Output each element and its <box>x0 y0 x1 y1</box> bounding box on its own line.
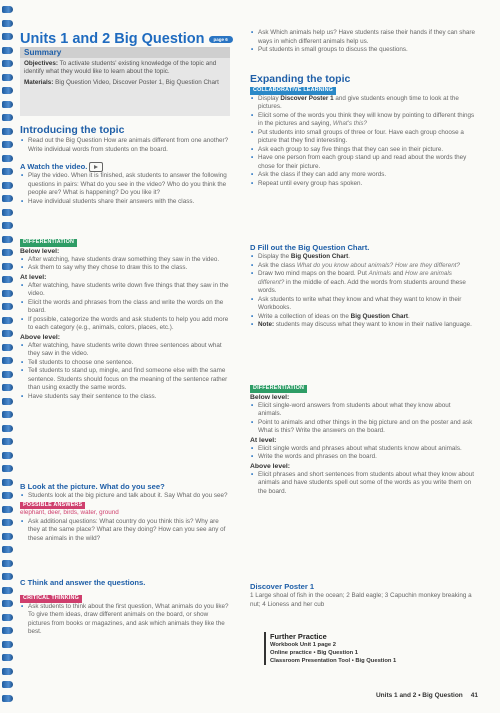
list-item: • Display Discover Poster 1 and give students enough time to look at the pictures. <box>250 95 475 112</box>
list-item: • Ask Which animals help us? Have students raise their hands if they can share ways in which different animals help us. <box>250 29 475 46</box>
spiral-ring <box>2 357 13 364</box>
spiral-ring <box>2 155 13 162</box>
list-item: • Point to animals and other things in the big picture and on the poster and ask What is this? Write the answers on the board. <box>250 419 475 436</box>
spiral-ring <box>2 681 13 688</box>
spiral-ring <box>2 695 13 702</box>
further-practice-line: Online practice • Big Question 1 <box>270 650 359 656</box>
spiral-ring <box>2 492 13 499</box>
expanding-heading: Expanding the topic <box>250 73 351 85</box>
spiral-ring <box>2 465 13 472</box>
spiral-ring <box>2 411 13 418</box>
further-practice-line: Workbook Unit 1 page 2 <box>270 642 336 648</box>
section-d-differentiation <box>250 384 475 496</box>
list-item: • Play the video. When it is finished, ask students to answer the following questions in pairs: What do you see in the video? Who do you think the people are? What is happening? Do you like it? <box>20 172 230 198</box>
materials: Materials: Big Question Video, Discover Poster 1, Big Question Chart <box>24 78 219 86</box>
list-item: • If possible, categorize the words and ask students to help you add more to each category (e.g., animals, colors, places, etc.). <box>20 316 230 333</box>
section-d-heading: D Fill out the Big Question Chart. <box>250 243 370 252</box>
spiral-ring <box>2 168 13 175</box>
discover-poster-text: 1 Large shoal of fish in the ocean; 2 Bald eagle; 3 Capuchin monkey breaking a nut; 4 Lioness and her cub <box>250 592 472 608</box>
list-item: • Write the words and phrases on the board. <box>250 453 475 462</box>
spiral-ring <box>2 546 13 553</box>
spiral-ring <box>2 654 13 661</box>
spiral-ring <box>2 114 13 121</box>
list-item: • Read out the Big Question How are animals different from one another? Write individual words from students on the board. <box>20 137 230 154</box>
section-a-heading: A Watch the video. <box>20 162 230 172</box>
list-item: • Elicit single words and phrases about what students know about animals. <box>250 445 475 454</box>
section-b-heading: B Look at the picture. What do you see? <box>20 482 165 491</box>
video-icon <box>89 162 103 172</box>
list-item: • Display the Big Question Chart. <box>250 253 475 262</box>
spiral-ring <box>2 438 13 445</box>
list-item: • Note: students may discuss what they want to know in their native language. <box>250 321 475 330</box>
discover-poster-heading: Discover Poster 1 <box>250 582 315 591</box>
summary-heading: Summary <box>20 47 230 58</box>
spiral-ring <box>2 614 13 621</box>
section-a <box>20 162 230 206</box>
spiral-ring <box>2 74 13 81</box>
page-title: Units 1 and 2 Big Question page 6 <box>20 30 233 48</box>
spiral-ring <box>2 560 13 567</box>
list-item: • Put students into small groups of three or four. Have each group choose a picture that they find interesting. <box>250 129 475 146</box>
spiral-ring <box>2 330 13 337</box>
spiral-ring <box>2 182 13 189</box>
list-item: • Ask each group to say five things that they can see in their picture. <box>250 146 475 155</box>
spiral-ring <box>2 573 13 580</box>
list-item: • Repeat until every group has spoken. <box>250 180 475 189</box>
spiral-ring <box>2 425 13 432</box>
list-item: • Elicit the words and phrases from the class and write the words on the board. <box>20 299 230 316</box>
collaborative-tag: COLLABORATIVE LEARNING <box>250 87 336 95</box>
spiral-ring <box>2 87 13 94</box>
spiral-ring <box>2 128 13 135</box>
further-practice-title: Further Practice <box>270 632 327 641</box>
spiral-ring <box>2 263 13 270</box>
spiral-ring <box>2 101 13 108</box>
differentiation-tag: DIFFERENTIATION <box>20 239 77 247</box>
spiral-ring <box>2 47 13 54</box>
spiral-ring <box>2 452 13 459</box>
spiral-ring <box>2 195 13 202</box>
list-item: • Ask them to say why they chose to draw this to the class. <box>20 264 230 273</box>
list-item: • Ask the class What do you know about animals? How are they different? <box>250 262 475 271</box>
list-item: • Tell students to stand up, mingle, and find someone else with the same sentence. Students should focus on the meaning of the sentence rather than using exactly the same words. <box>20 367 230 393</box>
list-item: • Ask students to think about the first question, What animals do you like? To give them ideas, draw different animals on the board, or show pictures from books or magazines, and ask which animals they like the best. <box>20 603 230 637</box>
list-item: • Elicit some of the words you think they will know by pointing to different things in the pictures and saying, What's this? <box>250 112 475 129</box>
spiral-ring <box>2 141 13 148</box>
further-practice-line: Classroom Presentation Tool • Big Question 1 <box>270 658 397 664</box>
spiral-ring <box>2 249 13 256</box>
page-number: 41 <box>470 692 478 699</box>
spiral-ring <box>2 668 13 675</box>
spiral-ring <box>2 519 13 526</box>
section-a-differentiation <box>20 238 230 401</box>
above-level-label: Above level: <box>20 333 61 341</box>
spiral-ring <box>2 209 13 216</box>
right-top-bullets <box>250 29 475 55</box>
list-item: • Have students say their sentence to the class. <box>20 393 230 402</box>
list-item: • After watching, have students write down five things that they saw in the video. <box>20 282 230 299</box>
above-level-label: Above level: <box>250 462 291 470</box>
objectives: Objectives: To activate students' existing knowledge of the topic and identify what they would like to learn about the topic. <box>24 60 217 76</box>
list-item: • Ask additional questions: What country do you think this is? Why are they at the same place? What are they doing? How can you see any of these animals in the wild? <box>20 518 230 544</box>
list-item: • Ask the class if they can add any more words. <box>250 171 475 180</box>
list-item: • Ask students to write what they know and what they want to know in their Workbooks. <box>250 296 475 313</box>
list-item: • Put students in small groups to discuss the questions. <box>250 46 475 55</box>
spiral-ring <box>2 384 13 391</box>
list-item: • After watching, have students write down three sentences about what they saw in the video. <box>20 342 230 359</box>
spiral-ring <box>2 533 13 540</box>
expanding-section <box>250 73 475 188</box>
spiral-ring <box>2 20 13 27</box>
critical-thinking-tag: CRITICAL THINKING <box>20 595 82 603</box>
list-item: • Elicit phrases and short sentences from students about what they know about animals and have students spell out some of the words as you write them on the board. <box>250 471 475 497</box>
page-badge: page 6 <box>209 36 233 43</box>
further-practice-box <box>264 632 480 665</box>
spiral-ring <box>2 587 13 594</box>
section-c <box>20 578 230 637</box>
intro-heading: Introducing the topic <box>20 124 125 136</box>
spiral-ring <box>2 222 13 229</box>
spiral-ring <box>2 303 13 310</box>
spiral-ring <box>2 600 13 607</box>
spiral-ring <box>2 33 13 40</box>
spiral-ring <box>2 398 13 405</box>
list-item: • Have one person from each group stand up and read about the words they chose for their picture. <box>250 154 475 171</box>
spiral-ring <box>2 479 13 486</box>
possible-answers: elephant, deer, birds, water, ground <box>20 509 119 516</box>
spiral-ring <box>2 627 13 634</box>
spiral-ring <box>2 236 13 243</box>
list-item: • Elicit single-word answers from students about what they know about animals. <box>250 402 475 419</box>
discover-poster-section <box>250 582 475 609</box>
summary-box <box>20 47 230 116</box>
list-item: • Students look at the big picture and talk about it. Say What do you see? <box>20 492 230 501</box>
spiral-ring <box>2 641 13 648</box>
section-c-heading: C Think and answer the questions. <box>20 578 146 587</box>
spiral-ring <box>2 276 13 283</box>
spiral-ring <box>2 317 13 324</box>
spiral-ring <box>2 290 13 297</box>
spiral-ring <box>2 6 13 13</box>
at-level-label: At level: <box>20 273 47 281</box>
spiral-ring <box>2 344 13 351</box>
spiral-ring <box>2 506 13 513</box>
spiral-binding <box>0 0 16 713</box>
differentiation-tag: DIFFERENTIATION <box>250 385 307 393</box>
footer-label: Units 1 and 2 • Big Question <box>375 692 463 699</box>
below-level-label: Below level: <box>20 247 60 255</box>
section-b <box>20 482 230 543</box>
possible-answers-tag: POSSIBLE ANSWERS <box>20 502 85 510</box>
at-level-label: At level: <box>250 436 277 444</box>
list-item: • Draw two mind maps on the board. Put Animals and How are animals different? in the middle of each. Add the words from students around these words. <box>250 270 475 296</box>
section-d <box>250 243 475 330</box>
intro-section <box>20 124 230 154</box>
list-item: • Tell students to choose one sentence. <box>20 359 230 368</box>
page-footer <box>358 692 478 699</box>
list-item: • Write a collection of ideas on the Big Question Chart. <box>250 313 475 322</box>
below-level-label: Below level: <box>250 393 290 401</box>
spiral-ring <box>2 60 13 67</box>
list-item: • After watching, have students draw something they saw in the video. <box>20 256 230 265</box>
spiral-ring <box>2 371 13 378</box>
list-item: • Have individual students share their answers with the class. <box>20 198 230 207</box>
